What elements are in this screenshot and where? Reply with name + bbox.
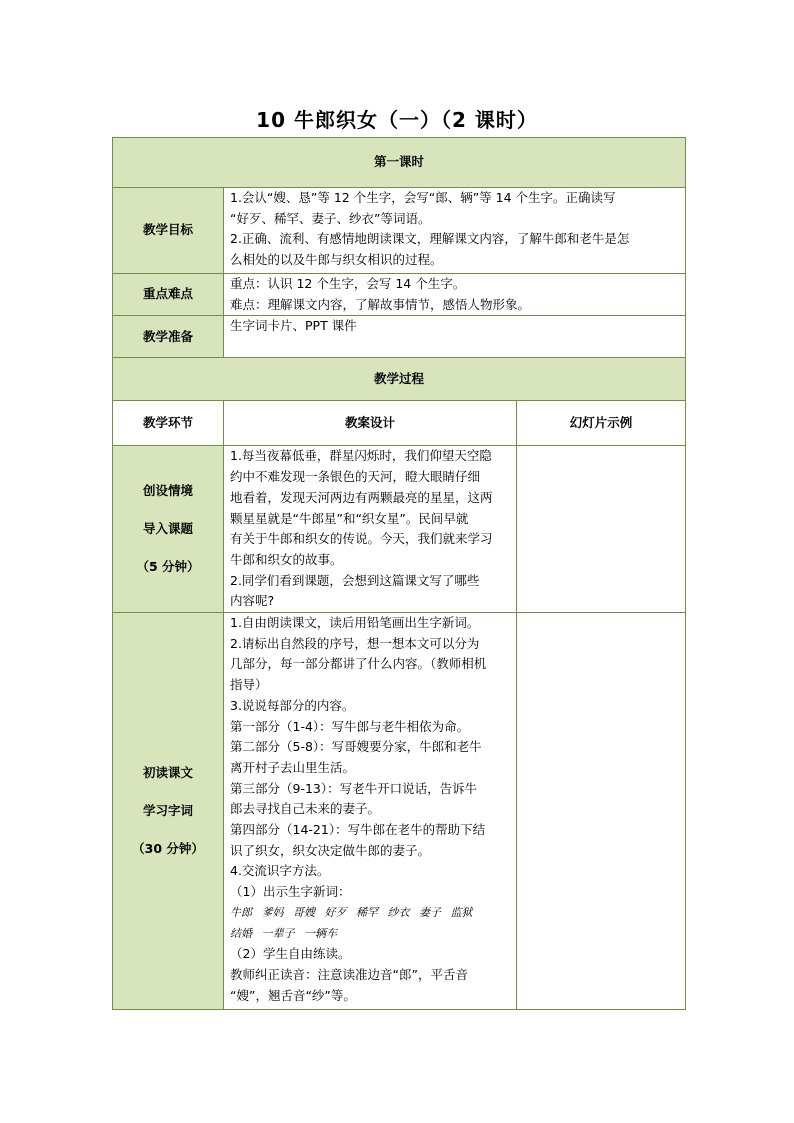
key-points-row: [113, 274, 686, 316]
process-heading: 教学过程: [113, 358, 686, 401]
stage-name-line: 学习字词: [142, 803, 193, 819]
objectives-line: 2.正确、流利、有感情地朗读课文，理解课文内容，了解牛郎和老牛是怎: [230, 231, 630, 247]
objectives-line: 1.会认“嫂、恳”等 12 个生字，会写“郎、辆”等 14 个生字。正确读写: [230, 190, 616, 205]
stage-duration: （30 分钟）: [132, 841, 204, 857]
design-line: （1）出示生字新词：: [230, 884, 351, 900]
objectives-content: [224, 188, 686, 274]
column-header-row: [113, 401, 686, 446]
design-line: 第四部分（14-21）：写牛郎在老牛的帮助下结: [230, 822, 486, 838]
design-line: 2.请标出自然段的序号，想一想本文可以分为: [230, 635, 480, 651]
key-points-line: 重点：认识 12 个生字，会写 14 个生字。: [230, 276, 466, 291]
stage-design-reading: [224, 613, 517, 1010]
design-line: 地看着，发现天河两边有两颗最亮的星星，这两: [230, 489, 493, 505]
stage-slide-reading: [517, 613, 686, 1010]
vocab-line: 结婚 一辈子 一辆车: [230, 926, 337, 940]
design-line: 教师纠正读音：注意读准边音“郎”，平舌音: [230, 966, 468, 982]
column-header-slides: 幻灯片示例: [517, 401, 686, 446]
key-points-content: [224, 274, 686, 316]
design-line: 离开村子去山里生活。: [230, 759, 356, 775]
design-line: 1.自由朗读课文，读后用铅笔画出生字新词。: [230, 615, 480, 631]
design-line: “嫂”，翘舌音“纱”等。: [230, 987, 356, 1003]
objectives-label: 教学目标: [113, 188, 224, 274]
stage-row-intro: [113, 446, 686, 613]
preparation-content: [224, 316, 686, 358]
key-points-label: 重点难点: [113, 274, 224, 316]
design-line: 2.同学们看到课题，会想到这篇课文写了哪些: [230, 572, 480, 588]
column-header-design: 教案设计: [224, 401, 517, 446]
column-header-stage: 教学环节: [113, 401, 224, 446]
design-line: 有关于牛郎和织女的传说。今天，我们就来学习: [230, 531, 493, 547]
process-heading-row: [113, 358, 686, 401]
design-line: 约中不难发现一条银色的天河，瞪大眼睛仔细: [230, 469, 481, 485]
document-title: 10 牛郎织女（一）（2 课时）: [256, 108, 538, 132]
design-line: 4.交流识字方法。: [230, 863, 330, 879]
stage-name-reading: [113, 613, 224, 1010]
stage-slide-intro: [517, 446, 686, 613]
stage-name-intro: [113, 446, 224, 613]
preparation-label: 教学准备: [113, 316, 224, 358]
design-line: 几部分，每一部分都讲了什么内容。（教师相机: [230, 656, 487, 672]
design-line: 第一部分（1-4）：写牛郎与老牛相依为命。: [230, 718, 470, 734]
design-line: 内容呢?: [230, 593, 275, 609]
design-line: 颗星星就是“牛郎星”和“织女星”。民间早就: [230, 510, 469, 526]
objectives-line: 么相处的以及牛郎与织女相识的过程。: [230, 252, 443, 268]
stage-name-line: 导入课题: [142, 521, 193, 537]
objectives-line: “好歹、稀罕、妻子、纱衣”等词语。: [230, 210, 431, 226]
objectives-row: [113, 188, 686, 274]
stage-name-line: 创设情境: [142, 483, 193, 499]
stage-design-intro: [224, 446, 517, 613]
vocab-line: 牛郎 爹妈 哥嫂 好歹 稀罕 纱衣 妻子 监狱: [230, 905, 473, 919]
stage-name-line: 初读课文: [142, 765, 193, 781]
design-line: （2）学生自由练读。: [230, 946, 351, 962]
design-line: 第二部分（5-8）：写哥嫂要分家，牛郎和老牛: [230, 739, 482, 755]
design-line: 第三部分（9-13）：写老牛开口说话，告诉牛: [230, 780, 478, 796]
first-lesson-heading: 第一课时: [113, 138, 686, 188]
stage-row-reading: [113, 613, 686, 1010]
preparation-line: 生字词卡片、PPT 课件: [230, 318, 357, 334]
key-points-line: 难点：理解课文内容，了解故事情节，感悟人物形象。: [230, 296, 531, 312]
lesson-plan-table: [112, 137, 686, 1010]
design-line: 指导）: [230, 677, 268, 693]
preparation-row: [113, 316, 686, 358]
design-line: 识了织女，织女决定做牛郎的妻子。: [230, 842, 431, 858]
first-lesson-row: [113, 138, 686, 188]
design-line: 3.说说每部分的内容。: [230, 697, 355, 713]
design-line: 1.每当夜幕低垂，群星闪烁时，我们仰望天空隐: [230, 448, 492, 464]
design-line: 牛郎和织女的故事。: [230, 551, 343, 567]
design-line: 郎去寻找自己未来的妻子。: [230, 801, 381, 817]
stage-duration: （5 分钟）: [136, 559, 200, 575]
